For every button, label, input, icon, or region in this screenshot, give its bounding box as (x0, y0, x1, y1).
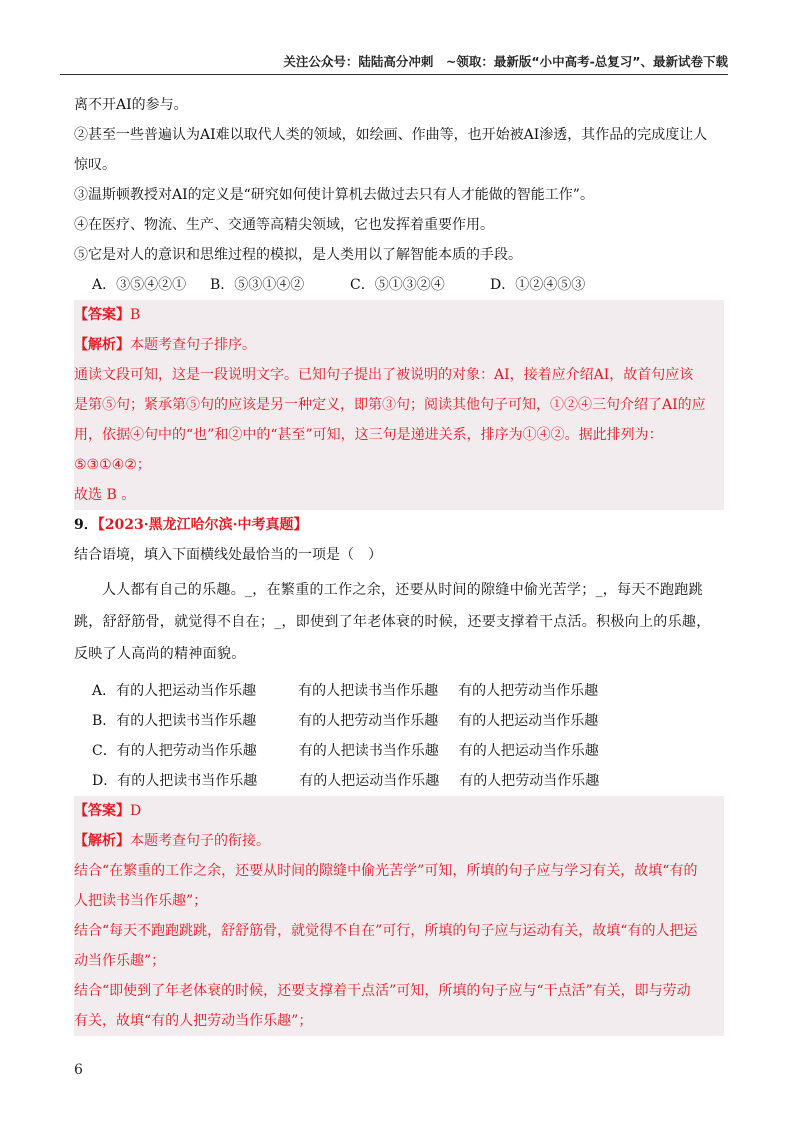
q8-answer-block (74, 300, 724, 510)
q9-choice-d (74, 766, 724, 796)
q9-stem: 结合语境，填入下面横线处最恰当的一项是（ ） (74, 547, 382, 563)
answer-tag: 【答案】 (74, 803, 130, 819)
choice-part: 有的人把劳动当作乐趣 (116, 743, 257, 759)
q8-line: 惊叹。 (74, 157, 116, 173)
q9-choice-b (74, 706, 724, 736)
q8-options (74, 270, 724, 300)
q8-analysis-line: 是第⑤句；紧承第⑤句的应该是另一种定义，即第③句；阅读其他句子可知，①②④三句介绍了AI的应 (74, 397, 706, 413)
q9-choice-a (74, 676, 724, 706)
analysis-tag: 【解析】 (74, 337, 130, 353)
page-number: 6 (74, 1062, 83, 1078)
q8-analysis-line: 用，依据④句中的“也”和②中的“甚至”可知，这三句是递进关系，排序为①④②。据此排列为： (74, 427, 663, 443)
answer-value: B (130, 307, 141, 323)
choice-part: 有的人把读书当作乐趣 (117, 773, 258, 789)
choice-letter: A． (92, 683, 117, 699)
choice-part: 有的人把劳动当作乐趣 (458, 683, 599, 699)
header-text: 关注公众号：陆陆高分冲刺 ~领取：最新版“小中高考-总复习”、最新试卷下载 (283, 54, 728, 69)
q9-source: 【2023·黑龙江哈尔滨·中考真题】 (97, 517, 308, 533)
q9-answer (74, 796, 724, 826)
choice-part: 有的人把劳动当作乐趣 (459, 773, 600, 789)
q8-option-c: C．⑤①③②④ (350, 277, 445, 293)
q9-analysis-line: 有关，故填“有的人把劳动当作乐趣”； (74, 1013, 313, 1029)
analysis-tag: 【解析】 (74, 833, 130, 849)
q9-analysis-line: 人把读书当作乐趣”； (74, 893, 208, 909)
analysis-intro-text: 本题考查句子的衔接。 (130, 833, 270, 849)
q8-line: ②甚至一些普遍认为AI难以取代人类的领域，如绘画、作曲等，也开始被AI渗透，其作品的完成度让人 (74, 127, 708, 143)
choice-part: 有的人把运动当作乐趣 (458, 743, 599, 759)
q9-heading (74, 510, 724, 540)
choice-part: 有的人把运动当作乐趣 (116, 683, 257, 699)
q9-analysis-line: 结合“每天不跑跑跳跳，舒舒筋骨，就觉得不自在”可行，所填的句子应与运动有关，故填“有的人把运 (74, 923, 698, 939)
q9-analysis-line: 结合“在繁重的工作之余，还要从时间的隙缝中偷光苦学”可知，所填的句子应与学习有关，故填“有的 (74, 863, 698, 879)
q9-answer-block (74, 796, 724, 1036)
choice-part: 有的人把读书当作乐趣 (298, 743, 439, 759)
q8-line: ④在医疗、物流、生产、交通等高精尖领域，它也发挥着重要作用。 (74, 217, 494, 233)
q8-analysis-intro (74, 330, 724, 360)
q8-line: ⑤它是对人的意识和思维过程的模拟，是人类用以了解智能本质的手段。 (74, 247, 522, 263)
choice-letter: C． (92, 743, 117, 759)
q8-option-d: D．①②④⑤③ (490, 277, 586, 293)
q8-option-a: A．③⑤④②① (92, 277, 187, 293)
choice-part: 有的人把运动当作乐趣 (299, 773, 440, 789)
q8-analysis-line: 故选 B 。 (74, 487, 136, 503)
choice-part: 有的人把读书当作乐趣 (298, 683, 439, 699)
q9-analysis-line: 结合“即使到了年老体衰的时候，还要支撑着干点活”可知，所填的句子应与“干点活”有关，即与劳动 (74, 983, 691, 999)
choice-part: 有的人把读书当作乐趣 (116, 713, 257, 729)
choice-letter: D． (92, 773, 118, 789)
q9-number: 9． (74, 517, 98, 533)
q8-answer (74, 300, 724, 330)
q8-line: ③温斯顿教授对AI的定义是“研究如何使计算机去做过去只有人才能做的智能工作”。 (74, 187, 594, 203)
q8-line: 离不开AI的参与。 (74, 97, 188, 113)
q8-option-b: B．⑤③①④② (210, 277, 305, 293)
q9-choice-c (74, 736, 724, 766)
q9-analysis-line: 动当作乐趣”； (74, 953, 166, 969)
page-content (74, 90, 724, 1036)
answer-value: D (130, 803, 142, 819)
analysis-intro-text: 本题考查句子排序。 (130, 337, 256, 353)
page-header (60, 52, 728, 75)
choice-letter: B． (92, 713, 117, 729)
q9-analysis-intro (74, 826, 724, 856)
choice-part: 有的人把劳动当作乐趣 (298, 713, 439, 729)
q9-passage: 人人都有自己的乐趣。_，在繁重的工作之余，还要从时间的隙缝中偷光苦学；_，每天不跑跑跳跳，舒舒筋骨，就觉得不自在；_，即使到了年老体衰的时候，还要支撑着干点活。积极向上的乐趣，反映了人高尚的精神面貌。 (74, 582, 711, 662)
choice-part: 有的人把运动当作乐趣 (458, 713, 599, 729)
q8-analysis-line: 通读文段可知，这是一段说明文字。已知句子提出了被说明的对象：AI，接着应介绍AI，故首句应该 (74, 367, 694, 383)
q8-analysis-line: ⑤③①④②； (74, 457, 151, 473)
answer-tag: 【答案】 (74, 307, 130, 323)
